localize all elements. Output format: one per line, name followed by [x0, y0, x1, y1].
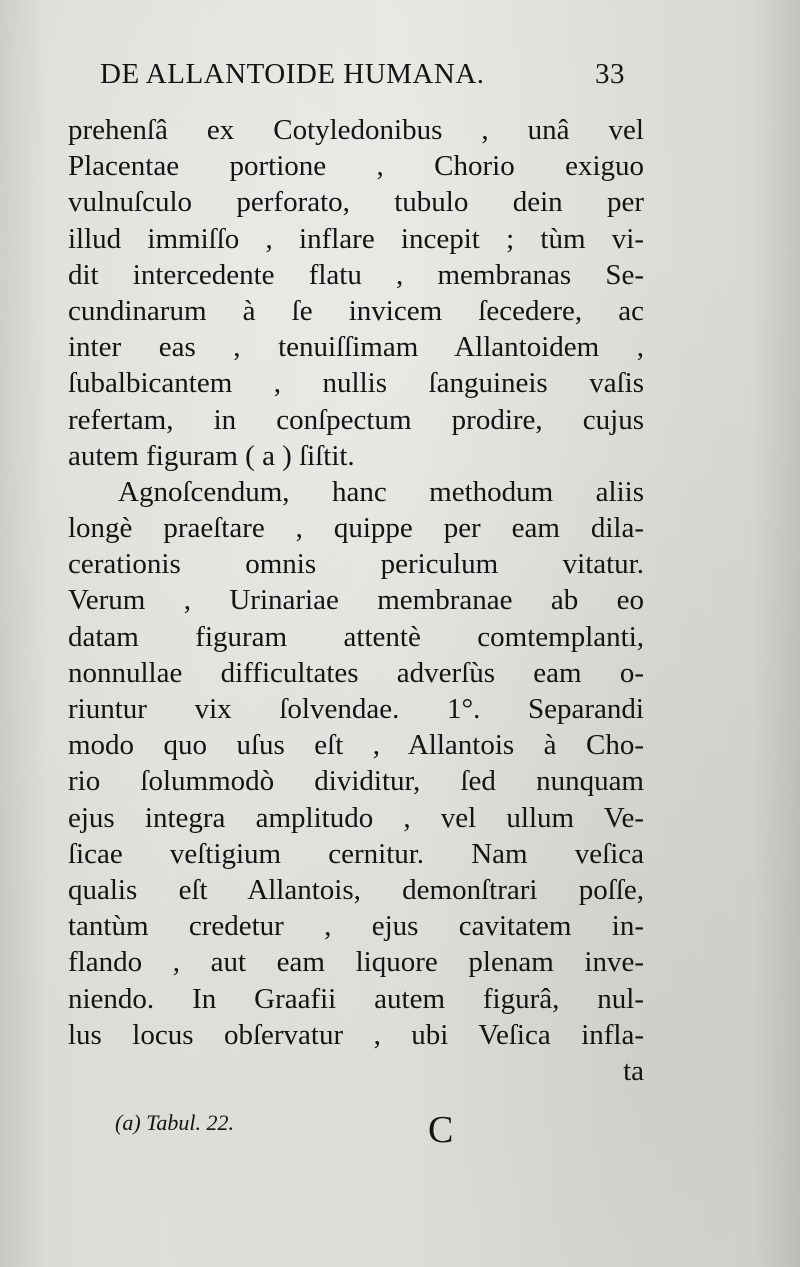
text-line: modo quo uſus eſt , Allantois à Cho-: [68, 729, 644, 762]
text-line: longè praeſtare , quippe per eam dila-: [68, 512, 644, 545]
text-line: Placentae portione , Chorio exiguo: [68, 150, 644, 183]
text-line: datam figuram attentè comtemplanti,: [68, 620, 644, 653]
text-line: illud immiſſo , inflare incepit ; tùm vi-: [68, 222, 644, 255]
text-line: Agnoſcendum, hanc methodum aliis: [118, 475, 644, 508]
body-text: [68, 112, 644, 1089]
page-number: 33: [595, 58, 625, 90]
text-line: Verum , Urinariae membranae ab eo: [68, 584, 644, 617]
text-line: flando , aut eam liquore plenam inve-: [68, 946, 644, 979]
signature-mark: C: [428, 1109, 454, 1151]
text-line: ſubalbicantem , nullis ſanguineis vaſis: [68, 367, 644, 400]
text-line: vulnuſculo perforato, tubulo dein per: [68, 186, 644, 219]
text-line: cundinarum à ſe invicem ſecedere, ac: [68, 294, 644, 327]
text-line: nonnullae difficultates adverſùs eam o-: [68, 656, 644, 689]
text-line: ejus integra amplitudo , vel ullum Ve-: [68, 801, 644, 834]
text-line: rio ſolummodò dividitur, ſed nunquam: [68, 765, 644, 798]
text-line: riuntur vix ſolvendae. 1°. Separandi: [68, 693, 644, 725]
catchword: ta: [623, 1054, 644, 1087]
text-line: lus locus obſervatur , ubi Veſica infla-: [68, 1018, 644, 1051]
text-line: ſicae veſtigium cernitur. Nam veſica: [68, 837, 644, 870]
text-line: qualis eſt Allantois, demonſtrari poſſe,: [68, 873, 644, 906]
running-title: DE ALLANTOIDE HUMANA.: [100, 58, 485, 90]
text-line: niendo. In Graafii autem figurâ, nul-: [68, 982, 644, 1015]
text-line: dit intercedente flatu , membranas Se-: [68, 258, 644, 291]
footnote: (a) Tabul. 22.: [115, 1110, 234, 1135]
text-line: cerationis omnis periculum vitatur.: [68, 548, 644, 581]
text-line: prehenſâ ex Cotyledonibus , unâ vel: [68, 114, 644, 146]
text-line: tantùm credetur , ejus cavitatem in-: [68, 910, 644, 943]
text-line: autem figuram ( a ) ſiſtit.: [68, 439, 355, 472]
text-line: inter eas , tenuiſſimam Allantoidem ,: [68, 331, 644, 364]
text-line: refertam, in conſpectum prodire, cujus: [68, 403, 644, 436]
